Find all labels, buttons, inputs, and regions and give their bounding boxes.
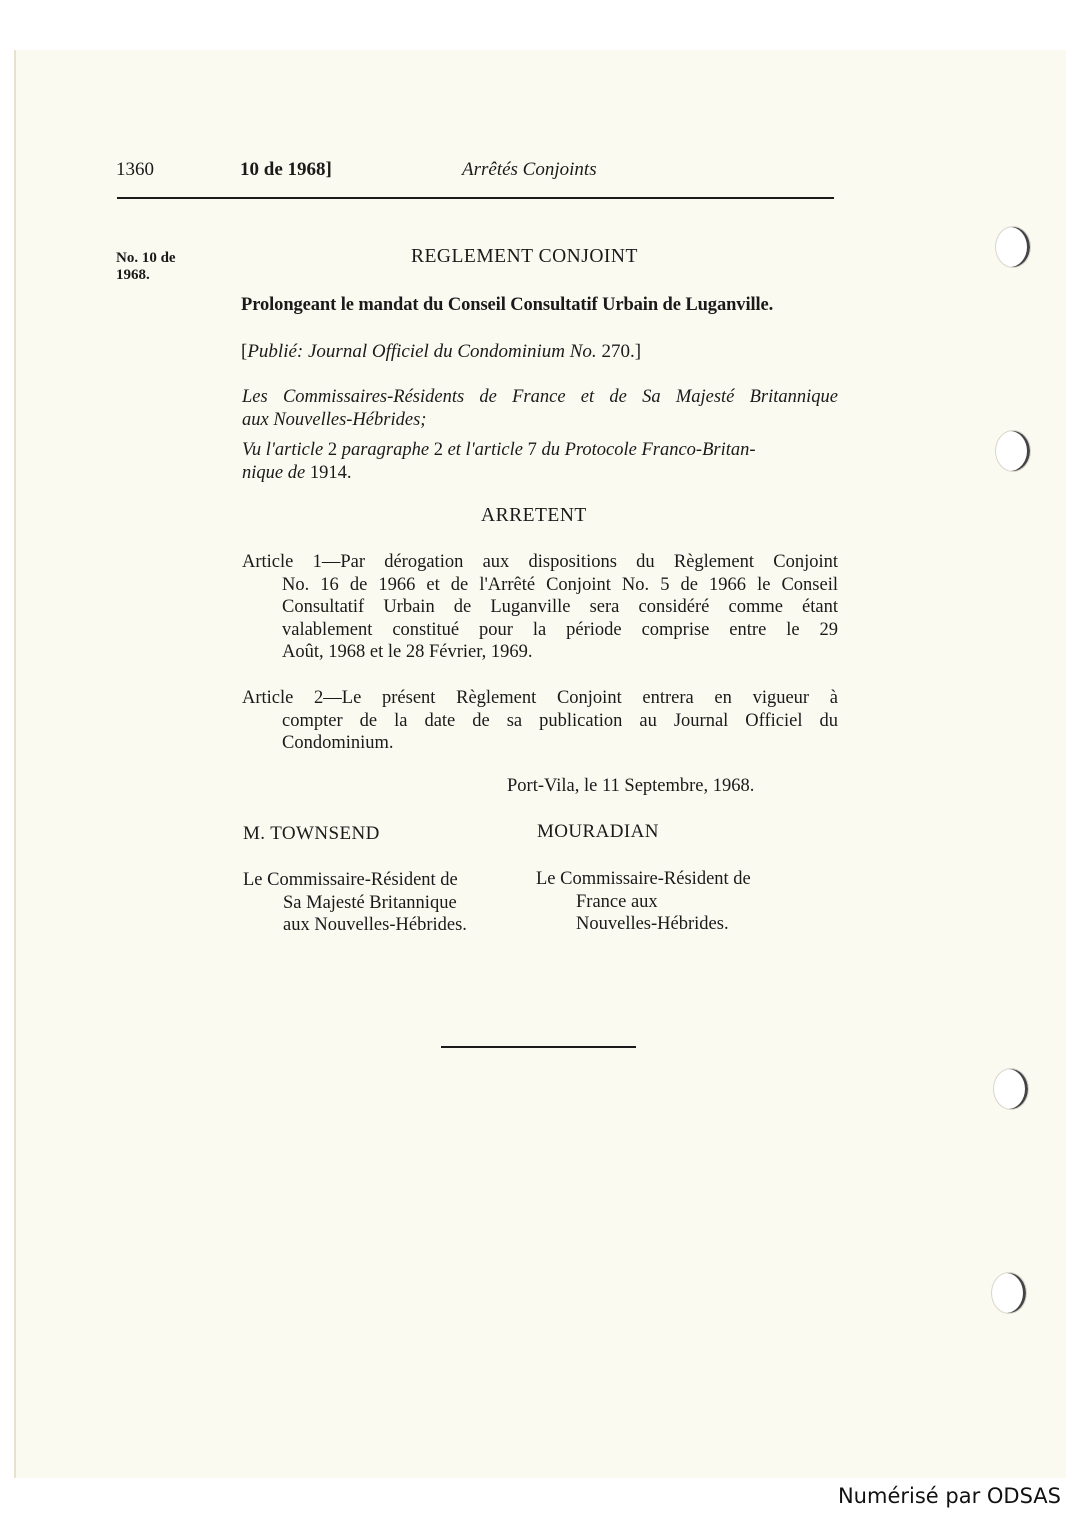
punch-hole bbox=[995, 226, 1031, 268]
punch-hole bbox=[991, 1272, 1027, 1314]
place-date: Port-Vila, le 11 Septembre, 1968. bbox=[507, 776, 755, 796]
margin-note-line: No. 10 de bbox=[116, 250, 176, 266]
article-line: compter de la date de sa publication au Journal Officiel du bbox=[282, 710, 838, 731]
signatory-title-line: Nouvelles-Hébrides. bbox=[576, 914, 729, 934]
publication-open: [ bbox=[241, 341, 248, 362]
preamble-protocol bbox=[242, 439, 838, 484]
preamble-line: aux Nouvelles-Hébrides; bbox=[242, 409, 427, 430]
preamble-text: Vu l'article bbox=[242, 440, 328, 460]
article-line: Article 1—Par dérogation aux dispositions du Règlement Conjoint bbox=[242, 552, 838, 572]
digitization-watermark: Numérisé par ODSAS bbox=[837, 1484, 1061, 1508]
punch-hole bbox=[993, 1068, 1029, 1110]
publication-number: 270.] bbox=[596, 341, 642, 362]
preamble-line: Les Commissaires-Résidents de France et de Sa Majesté Britannique bbox=[242, 387, 838, 407]
margin-note-line: 1968. bbox=[116, 267, 150, 283]
article-line: Août, 1968 et le 28 Février, 1969. bbox=[282, 642, 533, 662]
article-line: Consultatif Urbain de Luganville sera considéré comme étant bbox=[282, 597, 838, 617]
signatory-left-name: M. TOWNSEND bbox=[243, 823, 380, 844]
preamble-line bbox=[242, 462, 838, 485]
publication-note bbox=[241, 341, 641, 363]
preamble-commissioners bbox=[242, 386, 838, 431]
signatory-title-line: Le Commissaire-Résident de bbox=[536, 869, 751, 889]
article-line: Article 2—Le présent Règlement Conjoint entrera en vigueur à bbox=[242, 688, 838, 708]
margin-note bbox=[116, 250, 176, 284]
article-line: valablement constitué pour la période comprise entre le 29 bbox=[282, 619, 838, 640]
preamble-text: et l'article bbox=[442, 440, 528, 460]
publication-journal: Publié: Journal Officiel du Condominium No. bbox=[247, 341, 597, 362]
signatory-title-line: Sa Majesté Britannique bbox=[283, 892, 457, 913]
signatory-title-line: aux Nouvelles-Hébrides. bbox=[283, 915, 467, 935]
preamble-number: 2 bbox=[433, 440, 443, 460]
article-2 bbox=[242, 687, 838, 755]
document-title: REGLEMENT CONJOINT bbox=[411, 246, 638, 267]
preamble-line bbox=[242, 439, 838, 462]
signatory-title-line: France aux bbox=[576, 891, 658, 912]
signatory-title-line: Le Commissaire-Résident de bbox=[243, 870, 458, 890]
page-number: 1360 bbox=[116, 159, 154, 180]
header-rule bbox=[117, 197, 834, 199]
signatory-right-title bbox=[536, 868, 751, 936]
article-line: No. 16 de 1966 et de l'Arrêté Conjoint No. 5 de 1966 le Conseil bbox=[282, 574, 838, 595]
header-section: Arrêtés Conjoints bbox=[462, 159, 597, 180]
closing-rule bbox=[441, 1046, 636, 1048]
article-1 bbox=[242, 551, 838, 664]
article-line: Condominium. bbox=[282, 733, 394, 753]
signatory-right-name: MOURADIAN bbox=[537, 821, 659, 842]
preamble-number: 1914. bbox=[309, 462, 352, 483]
arretent-heading: ARRETENT bbox=[481, 505, 587, 526]
preamble-number: 7 bbox=[527, 440, 537, 460]
preamble-text: nique de bbox=[242, 462, 310, 483]
header-reference: 10 de 1968] bbox=[240, 159, 332, 180]
page-edge bbox=[14, 50, 16, 1478]
signatory-left-title bbox=[243, 869, 467, 937]
document-subtitle: Prolongeant le mandat du Conseil Consultatif Urbain de Luganville. bbox=[241, 295, 774, 315]
preamble-number: 2 bbox=[327, 440, 338, 460]
punch-hole bbox=[995, 430, 1031, 472]
preamble-text: paragraphe bbox=[337, 440, 434, 460]
preamble-text: du Protocole Franco-Britan- bbox=[536, 440, 756, 460]
